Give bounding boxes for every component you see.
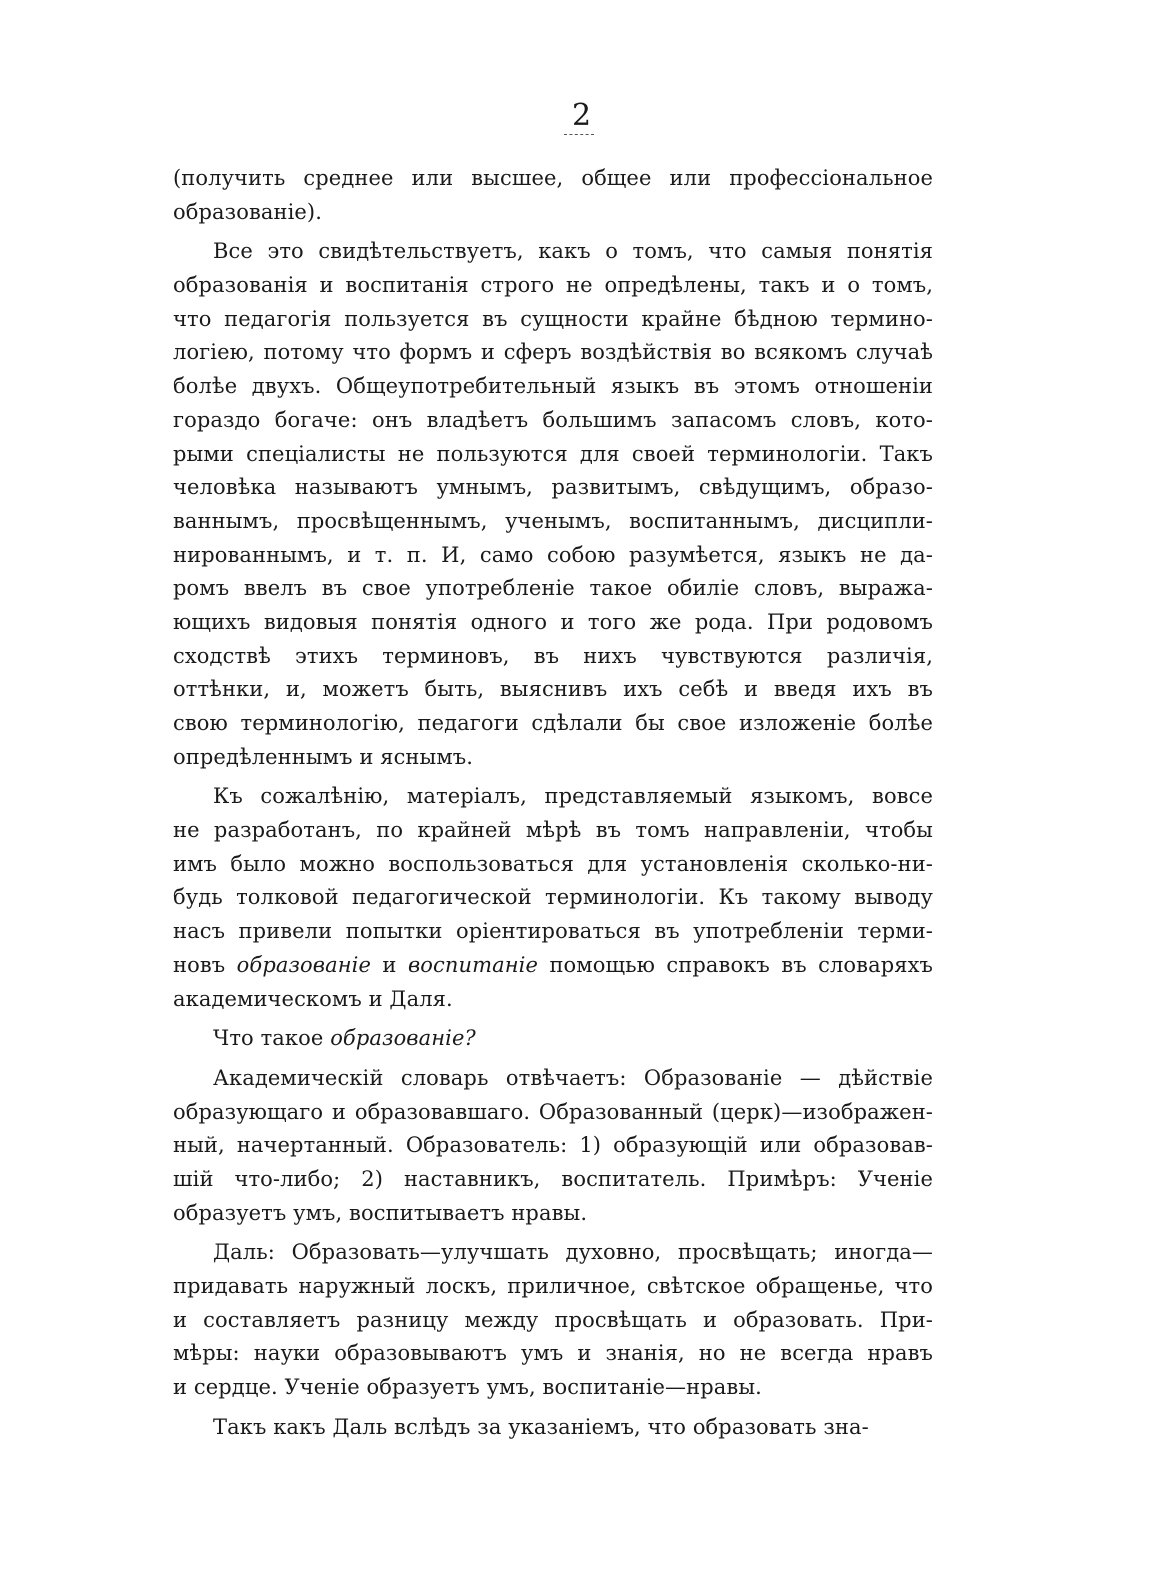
text-line: ный, начертанный. Образователь: 1) образующій или образовав- — [173, 1133, 933, 1158]
paragraph-p2 — [173, 235, 933, 774]
text-line: оттѣнки, и, можетъ быть, выяснивъ ихъ себѣ и введя ихъ въ — [173, 677, 933, 702]
text-line: придавать наружный лоскъ, приличное, свѣтское обращенье, что — [173, 1274, 933, 1298]
text-line: опредѣленнымъ и яснымъ. — [173, 744, 474, 769]
text-line: Къ сожалѣнію, матеріалъ, представляемый языкомъ, вовсе — [213, 784, 933, 809]
text-line: и составляетъ разницу между просвѣщать и образовать. При- — [173, 1307, 933, 1332]
text-line: будь толковой педагогической терминологіи. Къ такому выводу — [173, 885, 933, 910]
body-text — [173, 162, 933, 1444]
text-line: рыми спеціалисты не пользуются для своей терминологіи. Такъ — [173, 441, 933, 466]
text-line: Такъ какъ Даль вслѣдъ за указаніемъ, что образовать зна- — [213, 1414, 869, 1439]
text-line: мѣры: науки образовываютъ умъ и знанія, но не всегда нравъ — [173, 1341, 933, 1366]
italic-term: образованіе — [236, 952, 371, 977]
text-line: Даль: Образовать—улучшать духовно, просвѣщать; иногда— — [213, 1240, 933, 1265]
text-line: образованія и воспитанія строго не опредѣлены, такъ и о томъ, — [173, 273, 933, 298]
text-line: шій что-либо; 2) наставникъ, воспитатель. Примѣръ: Ученіе — [173, 1166, 933, 1191]
text-line: сходствѣ этихъ терминовъ, въ нихъ чувствуются различія, — [173, 643, 933, 668]
paragraph-p4 — [173, 1022, 933, 1056]
text-line: образуетъ умъ, воспитываетъ нравы. — [173, 1200, 588, 1225]
paragraph-p6 — [173, 1236, 933, 1404]
text-line: свою терминологію, педагоги сдѣлали бы свое изложеніе болѣе — [173, 711, 933, 735]
text-line: болѣе двухъ. Общеупотребительный языкъ въ этомъ отношеніи — [173, 374, 933, 399]
text-line: (получить среднее или высшее, общее или профессіональное — [173, 166, 933, 190]
text-line: ющихъ видовыя понятія одного и того же рода. При родовомъ — [173, 609, 933, 634]
text-line: Все это свидѣтельствуетъ, какъ о томъ, что самыя понятія — [213, 239, 933, 264]
text-line: насъ привели попытки оріентироваться въ употребленіи терми- — [173, 919, 933, 944]
paragraph-p5 — [173, 1062, 933, 1230]
text-line: гораздо богаче: онъ владѣетъ большимъ запасомъ словъ, кото- — [173, 407, 933, 432]
text-line: ромъ ввелъ въ свое употребленіе такое обиліе словъ, выража- — [173, 576, 933, 601]
text-line: ваннымъ, просвѣщеннымъ, ученымъ, воспитаннымъ, дисципли- — [173, 508, 933, 533]
text-line: образованіе). — [173, 199, 322, 224]
text-line: академическомъ и Даля. — [173, 986, 453, 1011]
text-line: нированнымъ, и т. п. И, само собою разумѣется, языкъ не да- — [173, 542, 933, 567]
text-line: и сердце. Ученіе образуетъ умъ, воспитаніе—нравы. — [173, 1375, 762, 1400]
italic-term: образованіе? — [330, 1026, 476, 1051]
text-line: что педагогія пользуется въ сущности крайне бѣдною термино- — [173, 306, 933, 331]
text-line: имъ было можно воспользоваться для установленія сколько-ни- — [173, 851, 933, 876]
paragraph-p3 — [173, 780, 933, 1016]
paragraph-p7 — [173, 1411, 933, 1445]
text-line: логіею, потому что формъ и сферъ воздѣйствія во всякомъ случаѣ — [173, 340, 933, 365]
page-number-rule — [564, 134, 594, 135]
paragraph-p1 — [173, 162, 933, 229]
text-line: Академическій словарь отвѣчаетъ: Образованіе — дѣйствіе — [213, 1065, 933, 1090]
text-line: Что такое образованіе? — [213, 1026, 476, 1051]
italic-term: воспитаніе — [407, 952, 539, 977]
text-line: новъ образованіе и воспитаніе помощью справокъ въ словаряхъ — [173, 952, 933, 977]
text-line: человѣка называютъ умнымъ, развитымъ, свѣдущимъ, образо- — [173, 475, 933, 500]
text-line: не разработанъ, по крайней мѣрѣ въ томъ направленіи, чтобы — [173, 818, 933, 843]
text-line: образующаго и образовавшаго. Образованный (церк)—изображен- — [173, 1099, 933, 1124]
page-number: 2 — [571, 98, 592, 133]
